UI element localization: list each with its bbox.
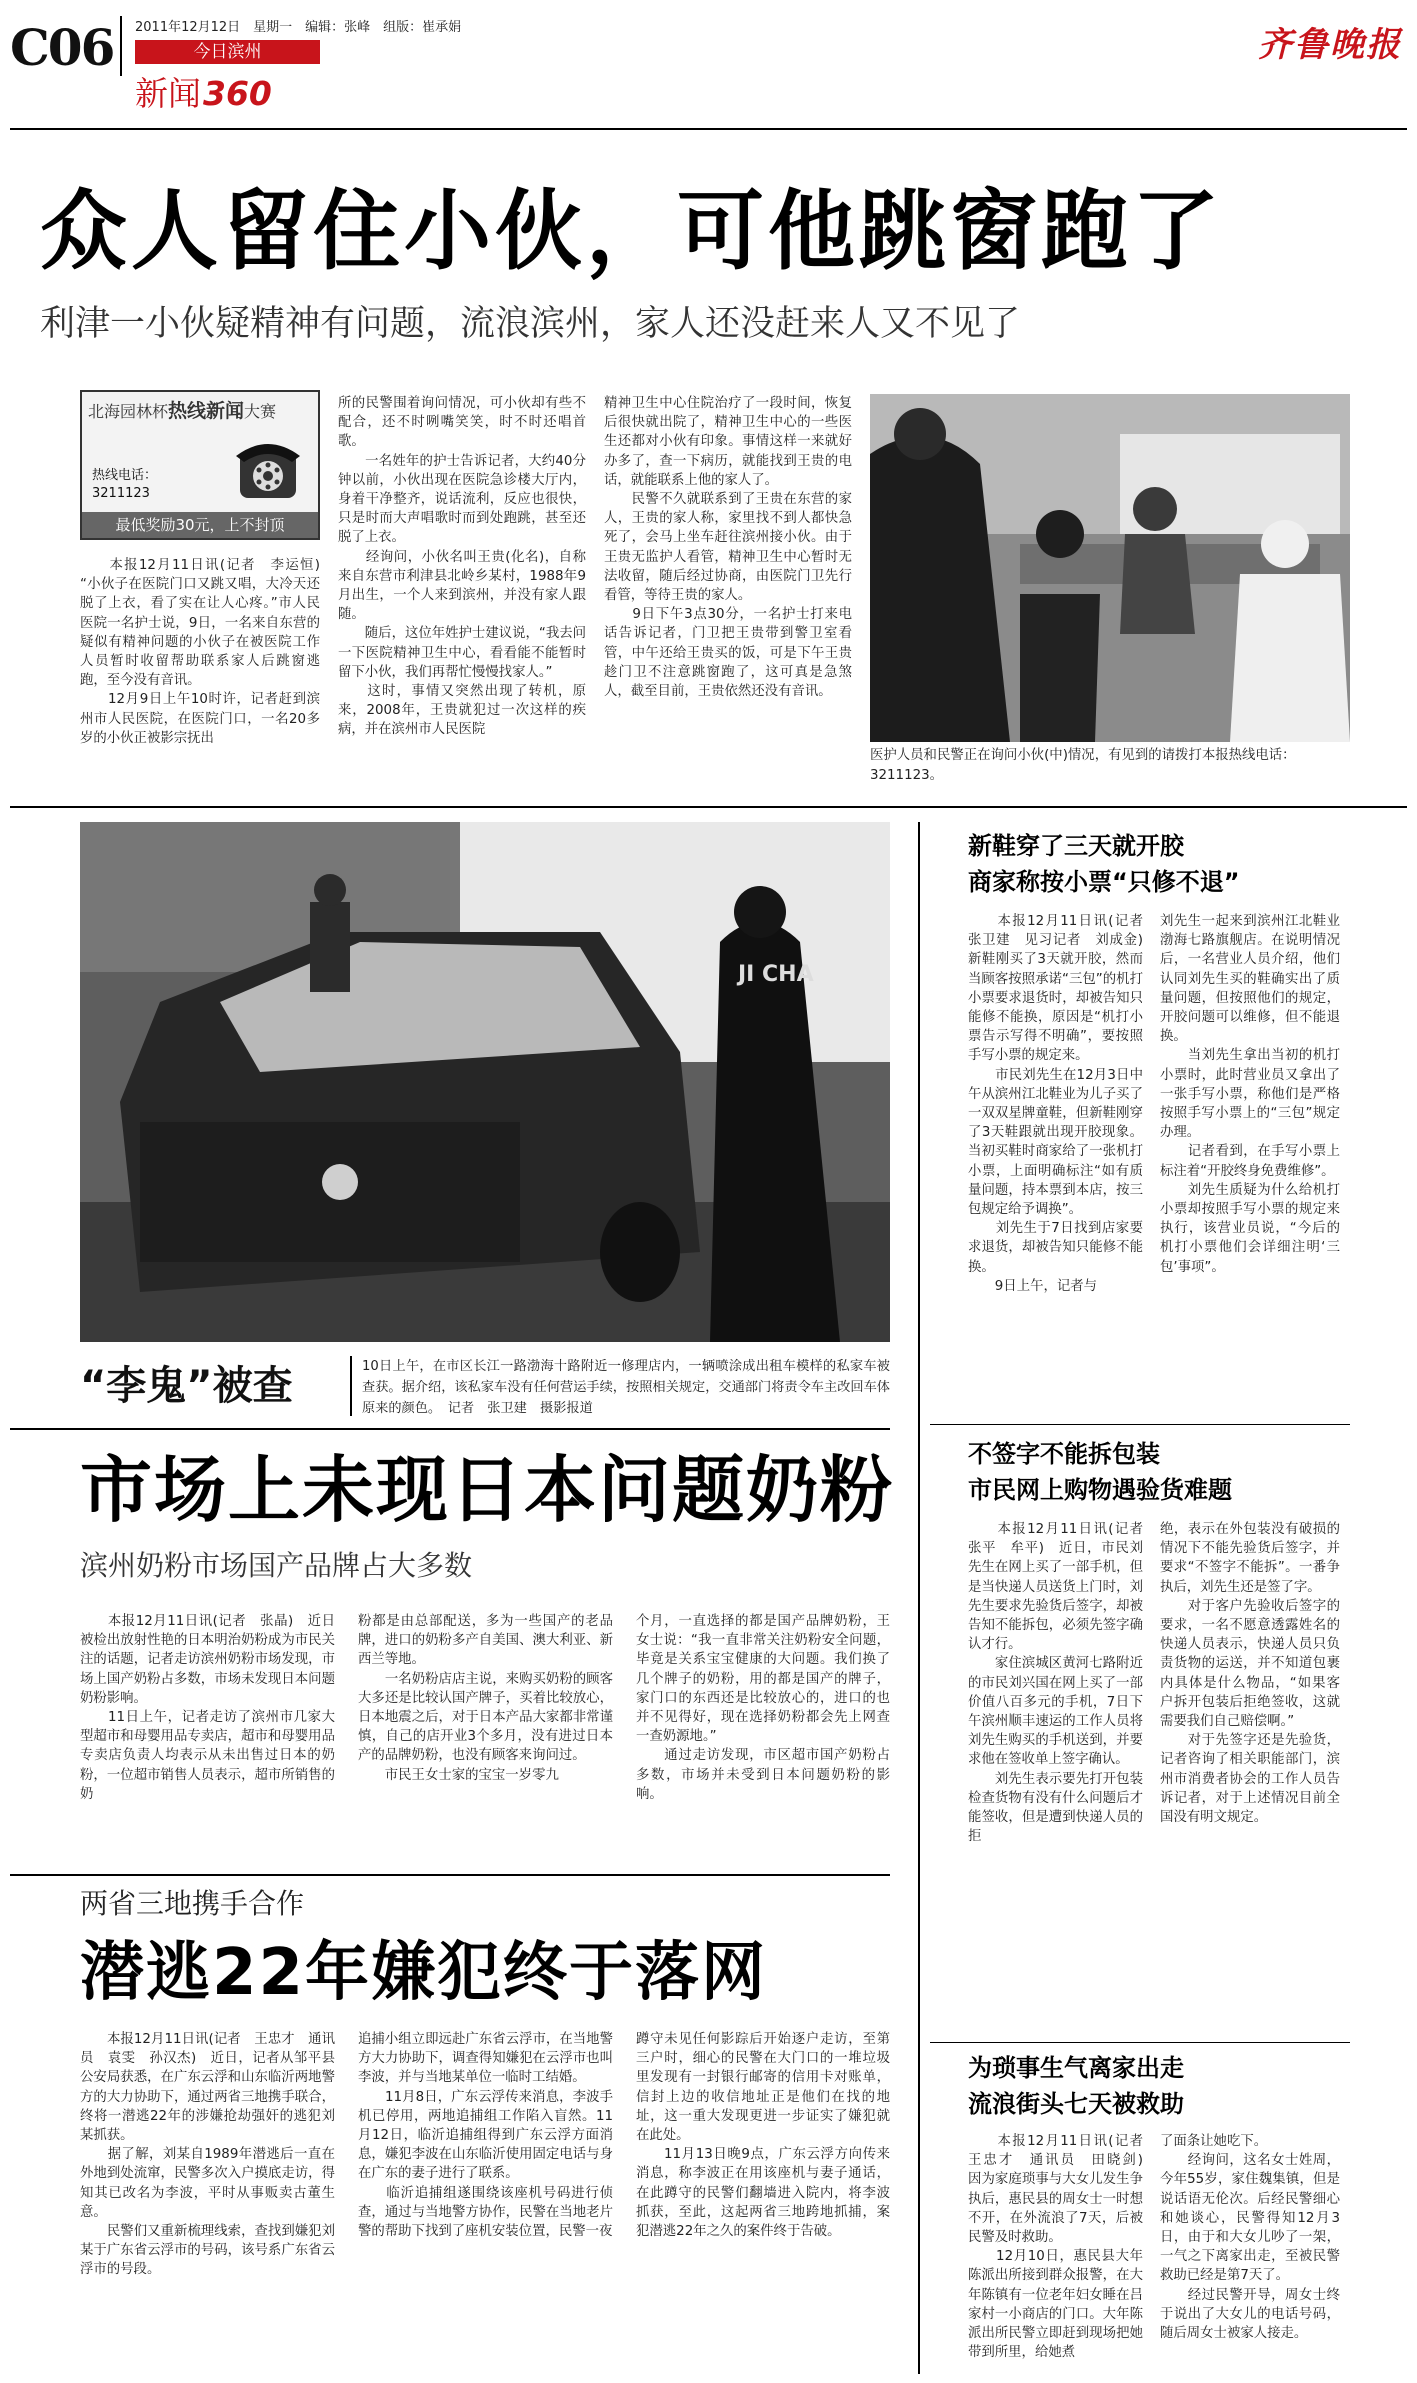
story3-headline: 潜逃22年嫌犯终于落网 bbox=[80, 1936, 768, 2010]
telephone-icon bbox=[232, 438, 304, 504]
side1-headline-1: 新鞋穿了三天就开胶 bbox=[968, 832, 1184, 860]
story3-col1: 本报12月11日讯(记者 王忠才 通讯员 袁雯 孙汉杰) 近日，记者从邹平县公安局获悉，在广东云浮和山东临沂两地警方的大力协助下，通过两省三地携手联合，终将一潜逃22年的涉嫌抢劫强奸的逃犯刘某抓获。 据了解，刘某自1989年潜逃后一直在外地到处流窜，民警多次入户摸底走访，得知其已改名为李波，平时从事贩卖古董生意。 民警们又重新梳理线索，查找到嫌犯刘某于广东省云浮市的号码，该号系广东省云浮市的号段。 bbox=[80, 2032, 335, 2278]
story1-headline: 众人留住小伙，可他跳窗跑了 bbox=[40, 180, 1223, 282]
section-label: 今日滨州 bbox=[193, 42, 262, 62]
story1-col2: 所的民警围着询问情况，可小伙却有些不配合，还不时咧嘴笑笑，时不时还唱首歌。 一名姓年的护士告诉记者，大约40分钟以前，小伙出现在医院急诊楼大厅内，身着干净整齐，说话流利，反应也很快，只是时而大声唱歌时而到处跑跳，甚至还脱了上衣。 经询问，小伙名叫王贵(化名)，自称来自东营市利津县北岭乡某村，1988年9月出生，一个人来到滨州，并没有家人跟随。 随后，这位年姓护士建议说，“我去问一下医院精神卫生中心，看看能不能暂时留下小伙，我们再帮忙慢慢找家人。” 这时，事情又突然出现了转机，原来，2008年，王贵就犯过一次这样的疾病，并在滨州市人民医院 bbox=[338, 396, 586, 738]
section-tab bbox=[135, 40, 320, 64]
story3-kicker: 两省三地携手合作 bbox=[80, 1887, 305, 1920]
sidebar-rule bbox=[918, 822, 920, 2374]
story2-col1: 本报12月11日讯(记者 张晶) 近日被检出放射性艳的日本明治奶粉成为市民关注的话题，记者走访滨州奶粉市场发现，市场上国产奶粉占多数，市场未发现日本问题奶粉影响。 11日上午，记者走访了滨州市几家大型超市和母婴用品专卖店，超市和母婴用品专卖店负责人均表示从未出售过日本的奶粉，一位超市销售人员表示，超市所销售的奶 bbox=[80, 1614, 335, 1802]
police-jacket-text: JI CHA bbox=[738, 962, 814, 987]
hotline-sponsor: 北海园林杯 bbox=[88, 402, 169, 421]
divider-story1 bbox=[10, 806, 1407, 808]
story2-col2: 粉都是由总部配送，多为一些国产的老品牌，进口的奶粉多产自美国、澳大利亚、新西兰等地。 一名奶粉店店主说，来购买奶粉的顾客大多还是比较认国产牌子，买着比较放心，日本地震之后，对于日本产品大家都非常谨慎，自己的店开业3个多月，没有进过日本产的品牌奶粉，也没有顾客来询问过。 市民王女士家的宝宝一岁零九 bbox=[358, 1614, 613, 1783]
hotline-phone: 3211123 bbox=[92, 486, 150, 501]
side2-headline-2: 市民网上购物遇验货难题 bbox=[968, 1476, 1232, 1504]
masthead-logo: 齐鲁晚报 bbox=[1258, 25, 1402, 65]
side2-col2: 绝，表示在外包装没有破损的情况下不能先验货后签字，并要求“不签字不能拆”。一番争执后，刘先生还是签了字。 对于客户先验收后签字的要求，一名不愿意透露姓名的快递人员表示，快递人员只负责货物的运送，并不知道包裹内具体是什么物品，“如果客户拆开包装后拒绝签收，这就需要我们自己赔偿啊。” 对于先签字还是先验货，记者咨询了相关职能部门，滨州市消费者协会的工作人员告诉记者，对于上述情况目前全国没有明文规定。 bbox=[1160, 1522, 1340, 1826]
hotline-box bbox=[80, 390, 320, 540]
side2-col1: 本报12月11日讯(记者 张平 牟平) 近日，市民刘先生在网上买了一部手机，但是当快递人员送货上门时，刘先生要求先验货后签字，却被告知不能拆包，必须先签字确认才行。 家住滨城区黄河七路附近的市民刘兴国在网上买了一部价值八百多元的手机，7日下午滨州顺丰速运的工作人员将刘先生购买的手机送到，并要求他在签收单上签字确认。 刘先生表示要先打开包装检查货物有没有什么问题后才能签收，但是遭到快递人员的拒 bbox=[968, 1522, 1143, 1845]
story2-headline: 市场上未现日本问题奶粉 bbox=[80, 1448, 895, 1532]
side1-headline-2: 商家称按小票“只修不退” bbox=[968, 868, 1240, 896]
story1-col3: 精神卫生中心住院治疗了一段时间，恢复后很快就出院了，精神卫生中心的一些医生还都对小伙有印象。事情这样一来就好办多了，查一下病历，就能找到王贵的电话，就能联系上他的家人了。 民警不久就联系到了王贵在东营的家人，王贵的家人称，家里找不到人都快急死了，会马上坐车赶往滨州接小伙。由于王贵无监护人看管，精神卫生中心暂时无法收留，随后经过协商，由医院门卫先行看管，等待王贵的家人。 9日下午3点30分，一名护士打来电话告诉记者，门卫把王贵带到警卫室看管，中午还给王贵买的饭，可是下午王贵趁门卫不注意跳窗跑了，这可真是急煞人，截至目前，王贵依然还没有音讯。 bbox=[604, 396, 852, 700]
story3-col3: 蹲守未见任何影踪后开始逐户走访，至第三户时，细心的民警在大门口的一堆垃圾里发现有一封银行邮寄的信用卡对账单，信封上边的收信地址正是他们在找的地址，这一重大发现更进一步证实了嫌犯就在此处。 11月13日晚9点，广东云浮方向传来消息，称李波正在用该座机与妻子通话，在此蹲守的民警们翻墙进入院内，将李波抓获，至此，这起两省三地跨地抓捕，案犯潜逃22年之久的案件终于告破。 bbox=[636, 2032, 890, 2240]
story1-col1: 本报12月11日讯(记者 李运恒) “小伙子在医院门口又跳又唱，大冷天还脱了上衣，看了实在让人心疼。”市人民医院一名护士说，9日，一名来自东营的疑似有精神问题的小伙子在被医院工作人员暂时收留帮助联系家人后跳窗逃跑，至今没有音讯。 12月9日上午10时许，记者赶到滨州市人民医院，在医院门口，一名20多岁的小伙正被影宗抚出 bbox=[80, 558, 320, 746]
side3-headline-2: 流浪街头七天被救助 bbox=[968, 2090, 1184, 2118]
divider-story2 bbox=[10, 1874, 890, 1876]
date-line: 2011年12月12日 星期一 编辑：张峰 组版：崔承娟 bbox=[135, 20, 462, 35]
hotline-phone-label: 热线电话： bbox=[92, 468, 158, 483]
side1-col2: 刘先生一起来到滨州江北鞋业渤海七路旗舰店。在说明情况后，一名营业人员介绍，他们认同刘先生买的鞋确实出了质量问题，但按照他们的规定，开胶问题可以维修，但不能退换。 当刘先生拿出当初的机打小票时，此时营业员又拿出了一张手写小票，称他们是严格按照手写小票上的“三包”规定办理。 记者看到，在手写小票上标注着“开胶终身免费维修”。 刘先生质疑为什么给机打小票却按照手写小票的规定来执行，该营业员说，“今后的机打小票他们会详细注明‘三包’事项”。 bbox=[1160, 914, 1340, 1275]
header-vertical-rule bbox=[120, 16, 122, 76]
story1-photo-caption: 医护人员和民警正在询问小伙(中)情况，有见到的请拨打本报热线电话：3211123。 bbox=[870, 748, 1296, 783]
hotline-title-main: 热线新闻 bbox=[168, 400, 245, 422]
page-number: C06 bbox=[10, 18, 114, 77]
fake-taxi-caption: 10日上午，在市区长江一路渤海十路附近一修理店内，一辆喷涂成出租车模样的私家车被查获。据介绍，该私家车没有任何营运手续，按照相关规定，交通部门将责令车主改回车体原来的颜色。 记者 张卫建 摄影报道 bbox=[362, 1359, 890, 1416]
hotline-title bbox=[88, 400, 276, 423]
divider-side2 bbox=[930, 2042, 1350, 2043]
story1-subhead: 利津一小伙疑精神有问题，流浪滨州，家人还没赶来人又不见了 bbox=[40, 304, 1021, 344]
header-rule bbox=[10, 128, 1407, 130]
side2-headline-1: 不签字不能拆包装 bbox=[968, 1440, 1160, 1468]
story3-col2: 追捕小组立即远赴广东省云浮市，在当地警方大力协助下，调查得知嫌犯在云浮市也叫李波，并与当地某单位一临时工结婚。 11月8日，广东云浮传来消息，李波手机已停用，两地追捕组工作陷入盲然。11月12日，临沂追捕组得到广东云浮方面消息，嫌犯李波在山东临沂使用固定电话与身在广东的妻子进行了联系。 临沂追捕组遂围绕该座机号码进行侦查，通过与当地警方协作，民警在当地老片警的帮助下找到了座机安装位置，民警一夜 bbox=[358, 2032, 613, 2240]
divider-photo-story bbox=[10, 1428, 890, 1430]
hotline-reward: 最低奖励30元，上不封顶 bbox=[82, 512, 318, 538]
fake-taxi-photo bbox=[80, 822, 890, 1342]
divider-side1 bbox=[930, 1424, 1350, 1425]
photo-caption-rule bbox=[350, 1356, 352, 1416]
story1-photo bbox=[870, 394, 1350, 742]
side3-col2: 了面条让她吃下。 经询问，这名女士姓周，今年55岁，家住魏集镇，但是说话语无伦次。后经民警细心和她谈心，民警得知12月3日，由于和大女儿吵了一架，一气之下离家出走，至被民警救助已经是第7天了。 经过民警开导，周女士终于说出了大女儿的电话号码，随后周女士被家人接走。 bbox=[1160, 2134, 1340, 2342]
hotline-suffix: 大赛 bbox=[244, 402, 277, 421]
side3-col1: 本报12月11日讯(记者 王忠才 通讯员 田晓剑) 因为家庭琐事与大女儿发生争执后，惠民县的周女士一时想不开，在外流浪了7天，后被民警及时救助。 12月10日，惠民县大年陈派出所接到群众报警，在大年陈镇有一位老年妇女睡在吕家村一小商店的门口。大年陈派出所民警立即赶到现场把她带到所里，给她煮 bbox=[968, 2134, 1143, 2361]
column-name: 新闻 bbox=[135, 74, 201, 113]
column-number: 360 bbox=[203, 74, 272, 113]
story2-col3: 个月，一直选择的都是国产品牌奶粉，王女士说：“我一直非常关注奶粉安全问题，毕竟是关系宝宝健康的大问题。我们换了几个牌子的奶粉，用的都是国产的牌子，家门口的东西还是比较放心的，进口的也并不见得好，现在选择奶粉都会先上网查一查奶源地。” 通过走访发现，市区超市国产奶粉占多数，市场并未受到日本问题奶粉的影响。 bbox=[636, 1614, 890, 1802]
fake-taxi-headline: “李鬼”被查 bbox=[80, 1363, 293, 1409]
side3-headline-1: 为琐事生气离家出走 bbox=[968, 2054, 1184, 2082]
column-logo bbox=[135, 74, 272, 120]
side1-col1: 本报12月11日讯(记者 张卫建 见习记者 刘成金) 新鞋刚买了3天就开胶，然而当顾客按照承诺“三包”的机打小票要求退货时，却被告知只能修不能换，原因是“机打小票告示写得不明确”，要按照手写小票的规定来。 市民刘先生在12月3日中午从滨州江北鞋业为儿子买了一双双星牌童鞋，但新鞋刚穿了3天鞋跟就出现开胶现象。当初买鞋时商家给了一张机打小票，上面明确标注“如有质量问题，持本票到本店，按三包规定给予调换”。 刘先生于7日找到店家要求退货，却被告知只能修不能换。 9日上午，记者与 bbox=[968, 914, 1143, 1294]
story2-subhead: 滨州奶粉市场国产品牌占大多数 bbox=[80, 1549, 473, 1582]
